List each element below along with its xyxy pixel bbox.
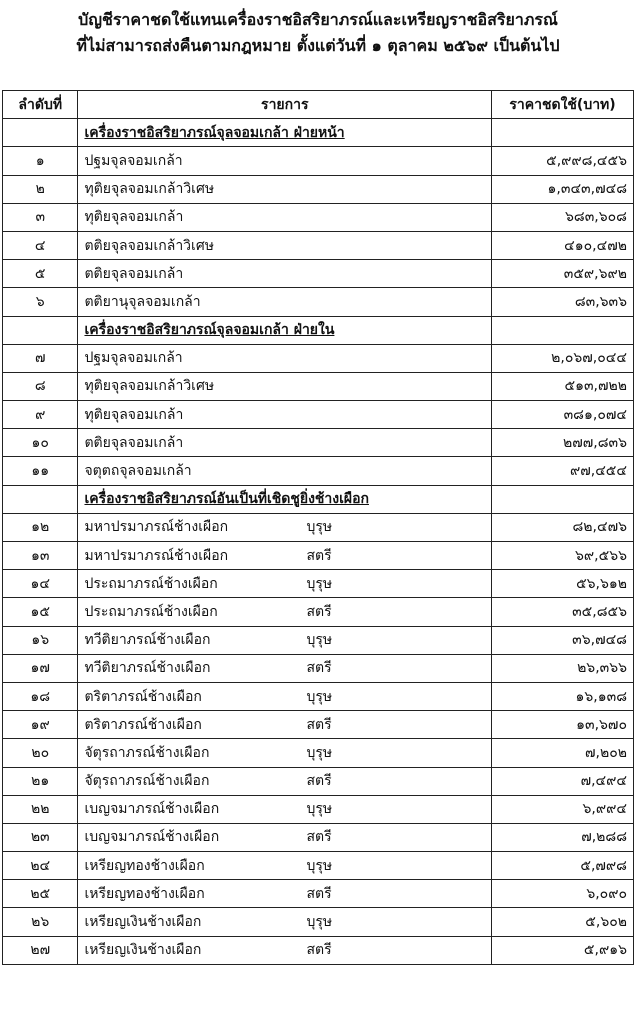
row-price: ๒,๐๖๗,๐๔๔ <box>492 344 634 372</box>
row-number: ๖ <box>3 288 78 316</box>
item-name: ตติยานุจุลจอมเกล้า <box>84 293 201 310</box>
item-gender: สตรี <box>306 773 332 790</box>
section-title-cell <box>78 316 492 344</box>
table-body <box>3 119 634 965</box>
row-item-cell <box>78 542 492 570</box>
document-title-line-2: ที่ไม่สามารถส่งคืนตามกฎหมาย ตั้งแต่วันที่ ๑ ตุลาคม ๒๕๖๙ เป็นต้นไป <box>76 36 560 55</box>
item-gender: บุรุษ <box>306 914 333 931</box>
row-number: ๒ <box>3 175 78 203</box>
row-item-cell <box>78 908 492 936</box>
item-name: จัตุรถาภรณ์ช้างเผือก <box>84 773 210 790</box>
table-row <box>3 908 634 936</box>
row-price: ๕,๗๙๘ <box>492 852 634 880</box>
table-row <box>3 231 634 259</box>
row-price: ๖๙,๕๖๖ <box>492 542 634 570</box>
table-row <box>3 823 634 851</box>
row-number: ๑๐ <box>3 429 78 457</box>
section-row <box>3 316 634 344</box>
item-gender: สตรี <box>306 885 332 902</box>
table-header-row <box>3 91 634 119</box>
table-row <box>3 401 634 429</box>
row-item-cell <box>78 823 492 851</box>
item-name: ตติยจุลจอมเกล้าวิเศษ <box>84 237 214 254</box>
row-price: ๑๖,๑๓๘ <box>492 682 634 710</box>
row-item-cell <box>78 429 492 457</box>
row-price: ๒๖,๓๖๖ <box>492 654 634 682</box>
table-row <box>3 852 634 880</box>
table-row <box>3 767 634 795</box>
item-gender: บุรุษ <box>306 688 333 705</box>
table-row <box>3 513 634 541</box>
section-title: เครื่องราชอิสริยาภรณ์จุลจอมเกล้า ฝ่ายใน <box>84 322 335 339</box>
section-title-cell <box>78 485 492 513</box>
row-item-cell <box>78 880 492 908</box>
row-price: ๖,๐๙๐ <box>492 880 634 908</box>
row-price: ๕๖,๖๑๒ <box>492 570 634 598</box>
item-name: ปฐมจุลจอมเกล้า <box>84 152 183 169</box>
item-gender: สตรี <box>306 942 332 959</box>
row-price: ๖๘๓,๖๐๘ <box>492 203 634 231</box>
table-row <box>3 457 634 485</box>
item-name: จัตุรถาภรณ์ช้างเผือก <box>84 744 210 761</box>
row-number: ๑ <box>3 147 78 175</box>
row-price: ๑๓,๖๗๐ <box>492 711 634 739</box>
row-price: ๗,๔๙๔ <box>492 767 634 795</box>
table-row <box>3 654 634 682</box>
table-row <box>3 542 634 570</box>
table-row <box>3 372 634 400</box>
row-number: ๑๙ <box>3 711 78 739</box>
row-number: ๑๑ <box>3 457 78 485</box>
table-row <box>3 711 634 739</box>
row-number: ๑๕ <box>3 598 78 626</box>
item-name: ทวีติยาภรณ์ช้างเผือก <box>84 632 211 649</box>
row-price: ๒๗๗,๘๓๖ <box>492 429 634 457</box>
row-item-cell <box>78 767 492 795</box>
table-row <box>3 203 634 231</box>
row-price: ๙๗,๔๕๔ <box>492 457 634 485</box>
row-price: ๓๕,๘๕๖ <box>492 598 634 626</box>
row-number: ๑๘ <box>3 682 78 710</box>
row-number: ๒๐ <box>3 739 78 767</box>
item-gender: บุรุษ <box>306 857 333 874</box>
item-name: ตติยจุลจอมเกล้า <box>84 434 184 451</box>
item-gender: สตรี <box>306 829 332 846</box>
row-number: ๘ <box>3 372 78 400</box>
row-number: ๒๓ <box>3 823 78 851</box>
header-price: ราคาชดใช้(บาท) <box>492 91 634 119</box>
row-price: ๓๖,๗๔๘ <box>492 626 634 654</box>
row-price: ๓๘๑,๐๗๔ <box>492 401 634 429</box>
row-item-cell <box>78 203 492 231</box>
section-no-cell <box>3 485 78 513</box>
row-price: ๕,๖๐๒ <box>492 908 634 936</box>
row-item-cell <box>78 626 492 654</box>
section-title: เครื่องราชอิสริยาภรณ์อันเป็นที่เชิดชูยิ่งช้างเผือก <box>84 491 369 508</box>
row-number: ๒๕ <box>3 880 78 908</box>
row-number: ๑๖ <box>3 626 78 654</box>
item-gender: บุรุษ <box>306 801 333 818</box>
row-number: ๑๔ <box>3 570 78 598</box>
row-number: ๒๑ <box>3 767 78 795</box>
row-item-cell <box>78 654 492 682</box>
section-row <box>3 485 634 513</box>
item-name: เบญจมาภรณ์ช้างเผือก <box>84 801 220 818</box>
item-name: เหรียญเงินช้างเผือก <box>84 942 202 959</box>
item-name: ทุติยจุลจอมเกล้า <box>84 209 184 226</box>
table-row <box>3 795 634 823</box>
row-number: ๒๔ <box>3 852 78 880</box>
row-item-cell <box>78 175 492 203</box>
item-name: เบญจมาภรณ์ช้างเผือก <box>84 829 220 846</box>
table-row <box>3 429 634 457</box>
row-item-cell <box>78 682 492 710</box>
row-number: ๑๓ <box>3 542 78 570</box>
item-name: ตติยจุลจอมเกล้า <box>84 265 184 282</box>
item-name: ทุติยจุลจอมเกล้าวิเศษ <box>84 378 215 395</box>
item-gender: สตรี <box>306 660 332 677</box>
item-name: ตริตาภรณ์ช้างเผือก <box>84 716 202 733</box>
row-number: ๕ <box>3 260 78 288</box>
row-item-cell <box>78 231 492 259</box>
row-price: ๗,๒๘๘ <box>492 823 634 851</box>
table-row <box>3 682 634 710</box>
row-number: ๔ <box>3 231 78 259</box>
table-row <box>3 288 634 316</box>
table-row <box>3 147 634 175</box>
row-number: ๓ <box>3 203 78 231</box>
row-price: ๕๑๓,๗๒๒ <box>492 372 634 400</box>
table-row <box>3 626 634 654</box>
item-name: เหรียญทองช้างเผือก <box>84 885 205 902</box>
section-row <box>3 119 634 147</box>
row-item-cell <box>78 344 492 372</box>
table-row <box>3 936 634 964</box>
table-row <box>3 570 634 598</box>
header-no: ลำดับที่ <box>3 91 78 119</box>
item-name: มหาปรมาภรณ์ช้างเผือก <box>84 519 229 536</box>
item-gender: บุรุษ <box>306 519 333 536</box>
section-title: เครื่องราชอิสริยาภรณ์จุลจอมเกล้า ฝ่ายหน้า <box>84 124 345 141</box>
row-number: ๑๗ <box>3 654 78 682</box>
row-number: ๒๗ <box>3 936 78 964</box>
table-row <box>3 739 634 767</box>
item-name: ประถมาภรณ์ช้างเผือก <box>84 575 218 592</box>
header-item: รายการ <box>78 91 492 119</box>
row-number: ๒๒ <box>3 795 78 823</box>
item-name: ทวีติยาภรณ์ช้างเผือก <box>84 660 211 677</box>
table-row <box>3 344 634 372</box>
item-name: เหรียญทองช้างเผือก <box>84 857 205 874</box>
row-number: ๗ <box>3 344 78 372</box>
row-number: ๙ <box>3 401 78 429</box>
row-item-cell <box>78 457 492 485</box>
row-number: ๒๖ <box>3 908 78 936</box>
section-no-cell <box>3 119 78 147</box>
row-item-cell <box>78 401 492 429</box>
row-item-cell <box>78 852 492 880</box>
table-row <box>3 598 634 626</box>
row-item-cell <box>78 260 492 288</box>
item-name: จตุตถจุลจอมเกล้า <box>84 463 192 480</box>
row-item-cell <box>78 936 492 964</box>
row-price: ๘๓,๖๓๖ <box>492 288 634 316</box>
item-name: ทุติยจุลจอมเกล้า <box>84 406 184 423</box>
item-gender: บุรุษ <box>306 744 333 761</box>
row-price: ๕,๙๑๖ <box>492 936 634 964</box>
item-name: ปฐมจุลจอมเกล้า <box>84 350 183 367</box>
item-name: ประถมาภรณ์ช้างเผือก <box>84 603 218 620</box>
row-item-cell <box>78 288 492 316</box>
item-gender: สตรี <box>306 603 332 620</box>
row-price: ๕,๙๙๘,๔๕๖ <box>492 147 634 175</box>
row-item-cell <box>78 372 492 400</box>
row-item-cell <box>78 711 492 739</box>
row-item-cell <box>78 513 492 541</box>
item-gender: สตรี <box>306 716 332 733</box>
item-gender: สตรี <box>306 547 332 564</box>
row-price: ๗,๒๐๒ <box>492 739 634 767</box>
row-price: ๑,๓๔๓,๗๔๘ <box>492 175 634 203</box>
row-price: ๖,๙๙๔ <box>492 795 634 823</box>
row-price: ๘๒,๔๗๖ <box>492 513 634 541</box>
table-row <box>3 880 634 908</box>
row-item-cell <box>78 598 492 626</box>
table-row <box>3 260 634 288</box>
item-name: เหรียญเงินช้างเผือก <box>84 914 202 931</box>
row-item-cell <box>78 739 492 767</box>
row-number: ๑๒ <box>3 513 78 541</box>
item-name: ทุติยจุลจอมเกล้าวิเศษ <box>84 181 215 198</box>
row-item-cell <box>78 795 492 823</box>
section-price-cell <box>492 485 634 513</box>
item-name: มหาปรมาภรณ์ช้างเผือก <box>84 547 229 564</box>
document-title-line-1: บัญชีราคาชดใช้แทนเครื่องราชอิสริยาภรณ์และเหรียญราชอิสริยาภรณ์ <box>78 10 558 29</box>
item-gender: บุรุษ <box>306 575 333 592</box>
item-gender: บุรุษ <box>306 632 333 649</box>
section-no-cell <box>3 316 78 344</box>
section-title-cell <box>78 119 492 147</box>
section-price-cell <box>492 316 634 344</box>
row-item-cell <box>78 147 492 175</box>
item-name: ตริตาภรณ์ช้างเผือก <box>84 688 202 705</box>
price-table <box>2 90 634 965</box>
table-row <box>3 175 634 203</box>
row-price: ๓๕๙,๖๙๒ <box>492 260 634 288</box>
row-item-cell <box>78 570 492 598</box>
row-price: ๔๑๐,๔๗๒ <box>492 231 634 259</box>
section-price-cell <box>492 119 634 147</box>
